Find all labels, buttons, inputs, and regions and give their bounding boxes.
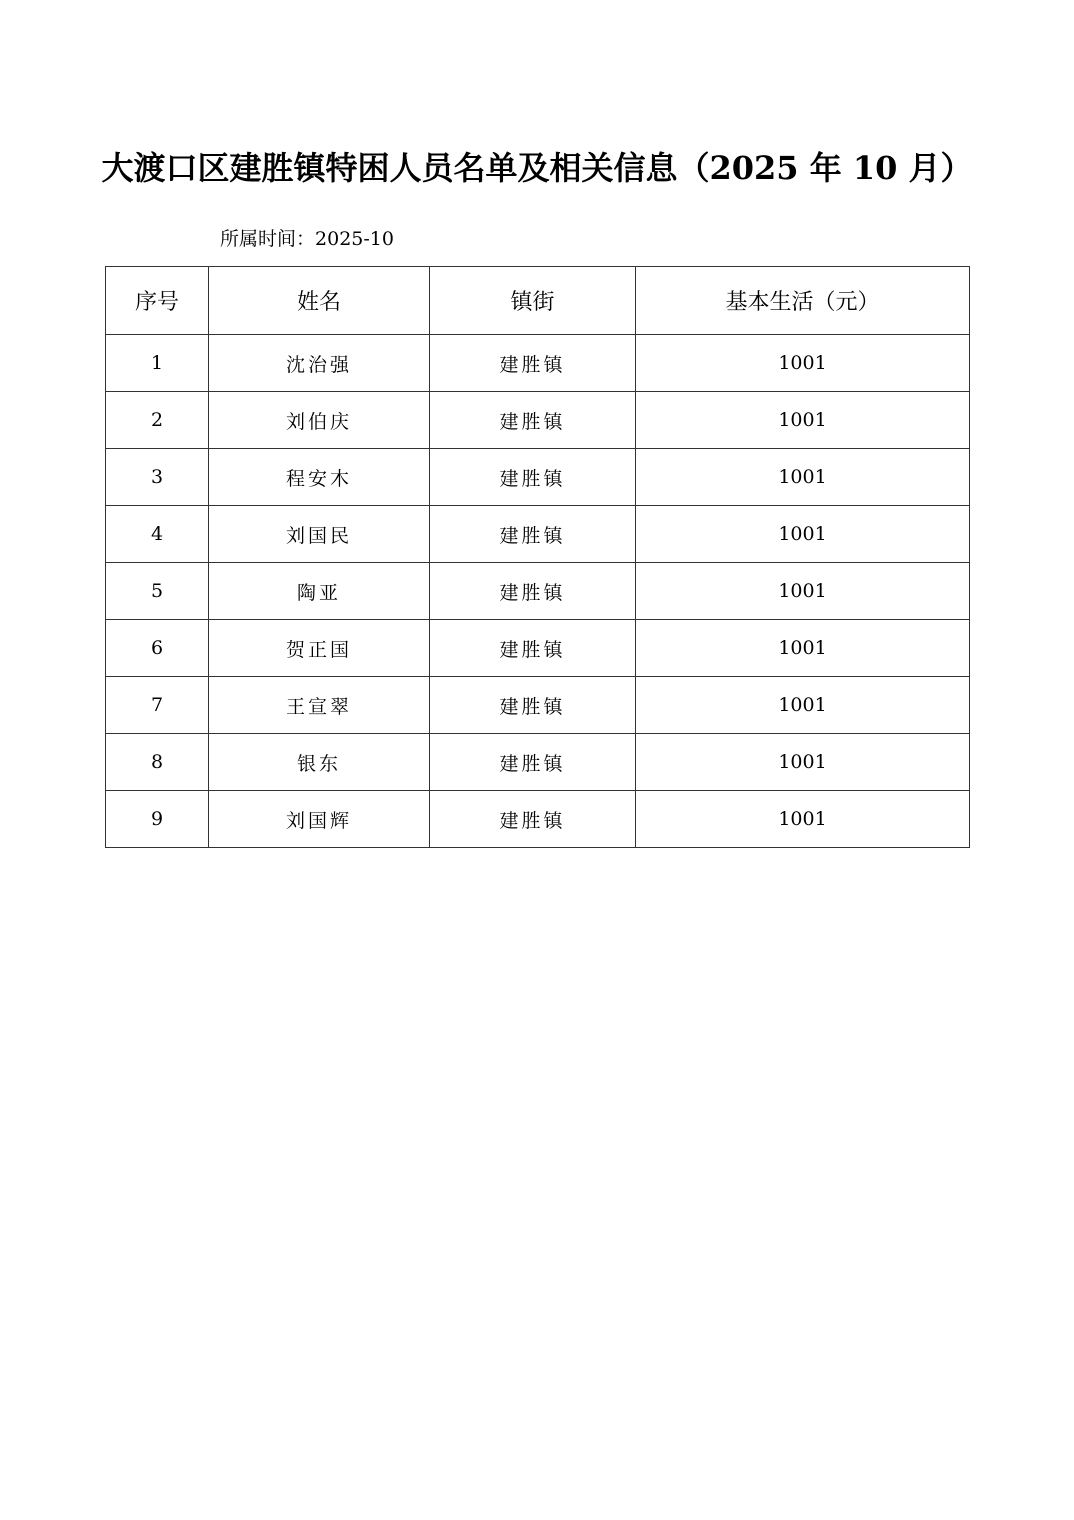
cell-town: 建胜镇	[430, 734, 636, 791]
cell-amount: 1001	[636, 563, 970, 620]
table-row	[106, 563, 970, 620]
cell-no: 3	[106, 449, 209, 506]
cell-amount: 1001	[636, 506, 970, 563]
page-title: 大渡口区建胜镇特困人员名单及相关信息（2025 年 10 月）	[101, 149, 973, 187]
table-row	[106, 677, 970, 734]
period-label: 所属时间：	[220, 228, 316, 250]
period-value: 2025-10	[315, 228, 394, 250]
table-row	[106, 392, 970, 449]
cell-amount: 1001	[636, 791, 970, 848]
table-row	[106, 449, 970, 506]
header-no: 序号	[106, 267, 209, 335]
cell-name: 贺正国	[209, 620, 430, 677]
cell-amount: 1001	[636, 620, 970, 677]
header-name: 姓名	[209, 267, 430, 335]
cell-town: 建胜镇	[430, 791, 636, 848]
cell-name: 沈治强	[209, 335, 430, 392]
cell-town: 建胜镇	[430, 392, 636, 449]
table-row	[106, 734, 970, 791]
cell-amount: 1001	[636, 734, 970, 791]
cell-name: 刘国辉	[209, 791, 430, 848]
table-row	[106, 335, 970, 392]
period-line	[220, 226, 394, 252]
cell-amount: 1001	[636, 677, 970, 734]
cell-no: 4	[106, 506, 209, 563]
cell-town: 建胜镇	[430, 563, 636, 620]
cell-no: 2	[106, 392, 209, 449]
table-row	[106, 620, 970, 677]
cell-no: 8	[106, 734, 209, 791]
cell-town: 建胜镇	[430, 620, 636, 677]
cell-name: 刘伯庆	[209, 392, 430, 449]
cell-amount: 1001	[636, 449, 970, 506]
cell-no: 1	[106, 335, 209, 392]
header-amount: 基本生活（元）	[636, 267, 970, 335]
table-row	[106, 506, 970, 563]
cell-no: 7	[106, 677, 209, 734]
cell-name: 刘国民	[209, 506, 430, 563]
cell-town: 建胜镇	[430, 335, 636, 392]
cell-amount: 1001	[636, 392, 970, 449]
cell-town: 建胜镇	[430, 506, 636, 563]
recipients-table	[105, 266, 970, 848]
cell-town: 建胜镇	[430, 449, 636, 506]
cell-name: 银东	[209, 734, 430, 791]
cell-no: 9	[106, 791, 209, 848]
cell-name: 陶亚	[209, 563, 430, 620]
cell-no: 6	[106, 620, 209, 677]
table-header-row	[106, 267, 970, 335]
cell-amount: 1001	[636, 335, 970, 392]
table-row	[106, 791, 970, 848]
header-town: 镇街	[430, 267, 636, 335]
cell-town: 建胜镇	[430, 677, 636, 734]
cell-no: 5	[106, 563, 209, 620]
cell-name: 王宣翠	[209, 677, 430, 734]
cell-name: 程安木	[209, 449, 430, 506]
